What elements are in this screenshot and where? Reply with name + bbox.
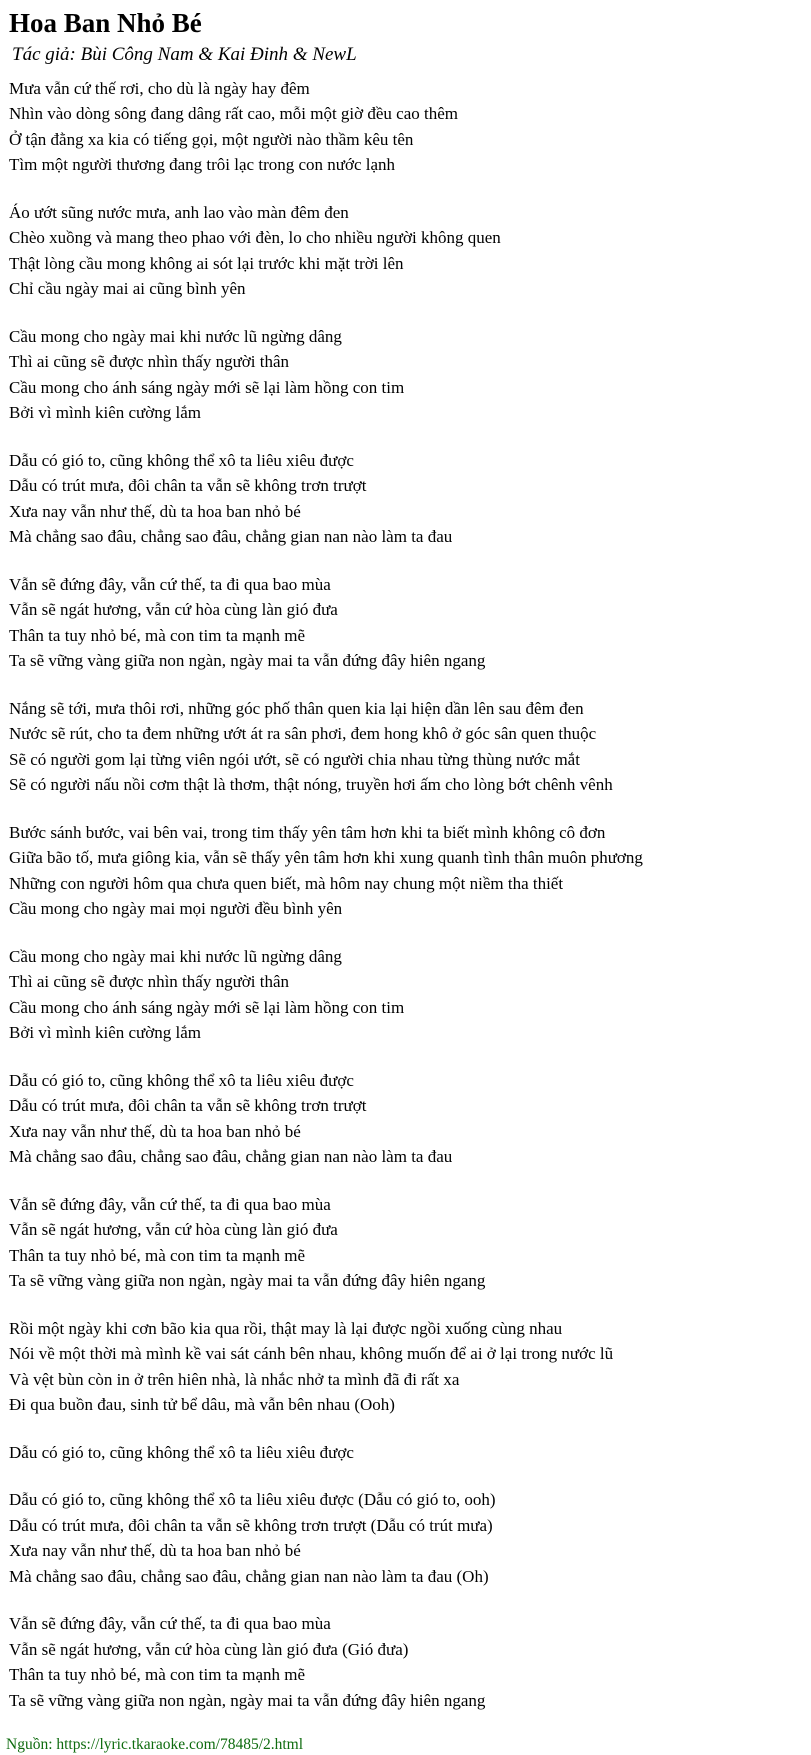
lyric-line: Xưa nay vẫn như thế, dù ta hoa ban nhỏ bé [9, 501, 301, 521]
lyric-line: Thì ai cũng sẽ được nhìn thấy người thân [9, 972, 290, 992]
source-label: Nguồn: [6, 1736, 53, 1754]
lyric-line: Thì ai cũng sẽ được nhìn thấy người thân [9, 352, 290, 372]
stanza [9, 1440, 803, 1466]
lyric-line: Mưa vẫn cứ thế rơi, cho dù là ngày hay đêm [9, 78, 310, 98]
stanza [9, 820, 803, 922]
lyric-line: Giữa bão tố, mưa giông kia, vẫn sẽ thấy yên tâm hơn khi xung quanh tình thân muôn phương [9, 848, 643, 868]
lyric-line: Sẽ có người gom lại từng viên ngói ướt, sẽ có người chia nhau từng thùng nước mắt [9, 749, 580, 769]
lyric-line: Và vệt bùn còn in ở trên hiên nhà, là nhắc nhở ta mình đã đi rất xa [9, 1369, 460, 1389]
lyric-line: Vẫn sẽ ngát hương, vẫn cứ hòa cùng làn gió đưa [9, 1220, 338, 1240]
stanza [9, 448, 803, 550]
lyric-line: Dẫu có gió to, cũng không thể xô ta liêu xiêu được [9, 1442, 354, 1462]
lyric-line: Chèo xuồng và mang theo phao với đèn, lo cho nhiều người không quen [9, 228, 501, 248]
lyric-line: Áo ướt sũng nước mưa, anh lao vào màn đêm đen [9, 202, 349, 222]
lyric-line: Dẫu có gió to, cũng không thể xô ta liêu xiêu được (Dẫu có gió to, ooh) [9, 1490, 496, 1510]
lyric-line: Dẫu có trút mưa, đôi chân ta vẫn sẽ không trơn trượt [9, 476, 367, 496]
lyric-line: Vẫn sẽ ngát hương, vẫn cứ hòa cùng làn gió đưa [9, 600, 338, 620]
lyric-line: Ta sẽ vững vàng giữa non ngàn, ngày mai ta vẫn đứng đây hiên ngang [9, 651, 486, 671]
lyric-line: Ở tận đằng xa kia có tiếng gọi, một người nào thầm kêu tên [9, 129, 414, 149]
lyric-line: Nói về một thời mà mình kề vai sát cánh bên nhau, không muốn để ai ở lại trong nước lũ [9, 1344, 614, 1364]
lyric-line: Bởi vì mình kiên cường lắm [9, 1023, 201, 1043]
lyric-line: Nhìn vào dòng sông đang dâng rất cao, mỗi một giờ đều cao thêm [9, 104, 459, 124]
lyric-line: Nắng sẽ tới, mưa thôi rơi, những góc phố thân quen kia lại hiện dần lên sau đêm đen [9, 698, 584, 718]
lyric-line: Thật lòng cầu mong không ai sót lại trước khi mặt trời lên [9, 253, 404, 273]
lyric-line: Thân ta tuy nhỏ bé, mà con tim ta mạnh mẽ [9, 625, 306, 645]
lyric-line: Cầu mong cho ngày mai khi nước lũ ngừng dâng [9, 946, 342, 966]
stanza [9, 76, 803, 178]
lyric-line: Bởi vì mình kiên cường lắm [9, 403, 201, 423]
lyric-line: Đi qua buồn đau, sinh tử bể dâu, mà vẫn bên nhau (Ooh) [9, 1395, 395, 1415]
lyric-line: Dẫu có trút mưa, đôi chân ta vẫn sẽ không trơn trượt [9, 1096, 367, 1116]
lyric-line: Bước sánh bước, vai bên vai, trong tim thấy yên tâm hơn khi ta biết mình không cô đơn [9, 822, 606, 842]
lyric-line: Tìm một người thương đang trôi lạc trong con nước lạnh [9, 155, 396, 175]
lyric-line: Dẫu có gió to, cũng không thể xô ta liêu xiêu được [9, 1070, 354, 1090]
lyric-line: Dẫu có trút mưa, đôi chân ta vẫn sẽ không trơn trượt (Dẫu có trút mưa) [9, 1515, 493, 1535]
stanza [9, 696, 803, 798]
stanza [9, 1487, 803, 1589]
stanza [9, 1192, 803, 1294]
lyric-line: Ta sẽ vững vàng giữa non ngàn, ngày mai ta vẫn đứng đây hiên ngang [9, 1271, 486, 1291]
lyric-line: Thân ta tuy nhỏ bé, mà con tim ta mạnh mẽ [9, 1665, 306, 1685]
source-line [6, 1735, 803, 1755]
stanza [9, 1611, 803, 1713]
lyric-line: Vẫn sẽ đứng đây, vẫn cứ thế, ta đi qua bao mùa [9, 1614, 331, 1634]
lyric-line: Chỉ cầu ngày mai ai cũng bình yên [9, 279, 246, 299]
lyric-line: Vẫn sẽ đứng đây, vẫn cứ thế, ta đi qua bao mùa [9, 1194, 331, 1214]
lyric-line: Dẫu có gió to, cũng không thể xô ta liêu xiêu được [9, 450, 354, 470]
stanza [9, 324, 803, 426]
lyric-line: Rồi một ngày khi cơn bão kia qua rồi, thật may là lại được ngồi xuống cùng nhau [9, 1318, 563, 1338]
source-url-link[interactable]: https://lyric.tkaraoke.com/78485/2.html [56, 1736, 304, 1754]
lyrics [9, 76, 803, 1714]
lyric-line: Xưa nay vẫn như thế, dù ta hoa ban nhỏ bé [9, 1541, 301, 1561]
lyric-line: Xưa nay vẫn như thế, dù ta hoa ban nhỏ bé [9, 1121, 301, 1141]
lyric-line: Mà chẳng sao đâu, chẳng sao đâu, chẳng gian nan nào làm ta đau [9, 1147, 453, 1167]
lyric-line: Thân ta tuy nhỏ bé, mà con tim ta mạnh mẽ [9, 1245, 306, 1265]
lyric-line: Những con người hôm qua chưa quen biết, mà hôm nay chung một niềm tha thiết [9, 873, 564, 893]
lyric-line: Mà chẳng sao đâu, chẳng sao đâu, chẳng gian nan nào làm ta đau (Oh) [9, 1566, 489, 1586]
lyric-line: Vẫn sẽ ngát hương, vẫn cứ hòa cùng làn gió đưa (Gió đưa) [9, 1639, 409, 1659]
lyric-line: Cầu mong cho ánh sáng ngày mới sẽ lại làm hồng con tim [9, 377, 405, 397]
lyric-line: Mà chẳng sao đâu, chẳng sao đâu, chẳng gian nan nào làm ta đau [9, 527, 453, 547]
stanza [9, 944, 803, 1046]
song-title: Hoa Ban Nhỏ Bé [9, 8, 202, 38]
stanza [9, 1068, 803, 1170]
stanza [9, 200, 803, 302]
lyric-line: Ta sẽ vững vàng giữa non ngàn, ngày mai ta vẫn đứng đây hiên ngang [9, 1690, 486, 1710]
stanza [9, 1316, 803, 1418]
stanza [9, 572, 803, 674]
lyric-line: Nước sẽ rút, cho ta đem những ướt át ra sân phơi, đem hong khô ở góc sân quen thuộc [9, 724, 597, 744]
lyric-line: Sẽ có người nấu nồi cơm thật là thơm, thật nóng, truyền hơi ấm cho lòng bớt chênh vênh [9, 775, 613, 795]
lyric-line: Cầu mong cho ánh sáng ngày mới sẽ lại làm hồng con tim [9, 997, 405, 1017]
lyric-line: Cầu mong cho ngày mai khi nước lũ ngừng dâng [9, 326, 342, 346]
author-line: Tác giả: Bùi Công Nam & Kai Đinh & NewL [12, 44, 357, 66]
lyric-line: Vẫn sẽ đứng đây, vẫn cứ thế, ta đi qua bao mùa [9, 574, 331, 594]
lyric-line: Cầu mong cho ngày mai mọi người đều bình yên [9, 899, 343, 919]
